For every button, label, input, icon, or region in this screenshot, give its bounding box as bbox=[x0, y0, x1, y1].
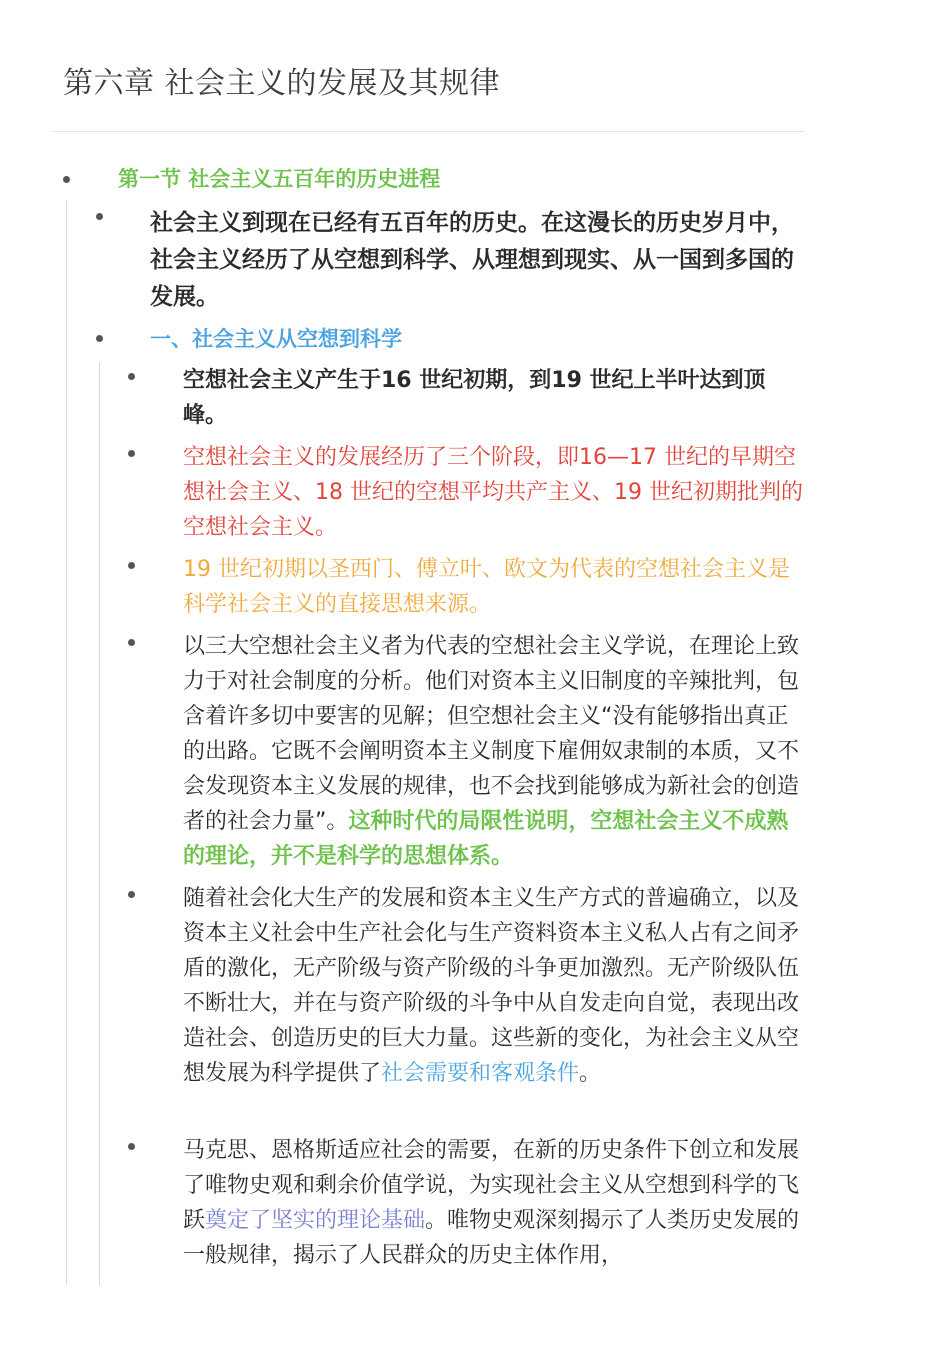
bullet-icon bbox=[128, 373, 135, 380]
list-item-text-end: 。唯物史观深刻揭示了人类历史发展的一般规律，揭示了人民群众的历史主体作用， bbox=[183, 1208, 800, 1268]
bullet-icon bbox=[63, 176, 70, 183]
list-item: 19 世纪初期以圣西门、傅立叶、欧文为代表的空想社会主义是科学社会主义的直接思想来源。 bbox=[183, 557, 790, 617]
list-item: 空想社会主义的发展经历了三个阶段，即16—17 世纪的早期空想社会主义、18 世纪的空想平均共产主义、19 世纪初期批判的空想社会主义。 bbox=[183, 445, 803, 540]
bullet-icon bbox=[128, 639, 135, 646]
list-item bbox=[183, 881, 805, 1091]
bullet-icon bbox=[128, 1143, 135, 1150]
list-item-highlight: 这种时代的局限性说明，空想社会主义不成熟的理论，并不是科学的思想体系。 bbox=[183, 809, 789, 869]
list-item bbox=[183, 1133, 805, 1273]
outline-guide-l2 bbox=[99, 362, 100, 1285]
bullet-icon bbox=[128, 450, 135, 457]
list-item-text: 以三大空想社会主义者为代表的空想社会主义学说，在理论上致力于对社会制度的分析。他们对资本主义旧制度的辛辣批判，包含着许多切中要害的见解；但空想社会主义“没有能够指出真正的出路。它既不会阐明资本主义制度下雇佣奴隶制的本质，又不会发现资本主义发展的规律，也不会找到能够成为新社会的创造者的社会力量”。 bbox=[183, 634, 800, 834]
list-item: 空想社会主义产生于16 世纪初期，到19 世纪上半叶达到顶峰。 bbox=[183, 368, 766, 428]
intro-paragraph: 社会主义到现在已经有五百年的历史。在这漫长的历史岁月中，社会主义经历了从空想到科学、从理想到现实、从一国到多国的发展。 bbox=[150, 210, 794, 310]
list-item-text: 马克思、恩格斯适应社会的需要，在新的历史条件下创立和发展了唯物史观和剩余价值学说，为实现社会主义从空想到科学的飞跃 bbox=[183, 1138, 800, 1233]
section-heading-l1: 第一节 社会主义五百年的历史进程 bbox=[118, 167, 441, 191]
section-heading-l2: 一、社会主义从空想到科学 bbox=[150, 327, 402, 351]
inline-link[interactable]: 社会需要和客观条件 bbox=[381, 1061, 580, 1086]
outline-guide-l1 bbox=[66, 200, 67, 1285]
bullet-icon bbox=[128, 562, 135, 569]
title-divider bbox=[52, 131, 805, 132]
list-item-text: 随着社会化大生产的发展和资本主义生产方式的普遍确立，以及资本主义社会中生产社会化与生产资料资本主义私人占有之间矛盾的激化，无产阶级与资产阶级的斗争更加激烈。无产阶级队伍不断壮大，并在与资产阶级的斗争中从自发走向自觉，表现出改造社会、创造历史的巨大力量。这些新的变化，为社会主义从空想发展为科学提供了 bbox=[183, 886, 800, 1086]
page-title: 第六章 社会主义的发展及其规律 bbox=[63, 66, 501, 101]
inline-link[interactable]: 奠定了坚实的理论基础 bbox=[205, 1208, 426, 1233]
bullet-icon bbox=[96, 213, 103, 220]
list-item bbox=[183, 629, 805, 874]
bullet-icon bbox=[96, 335, 103, 342]
bullet-icon bbox=[128, 891, 135, 898]
list-item-text-end: 。 bbox=[579, 1061, 602, 1086]
